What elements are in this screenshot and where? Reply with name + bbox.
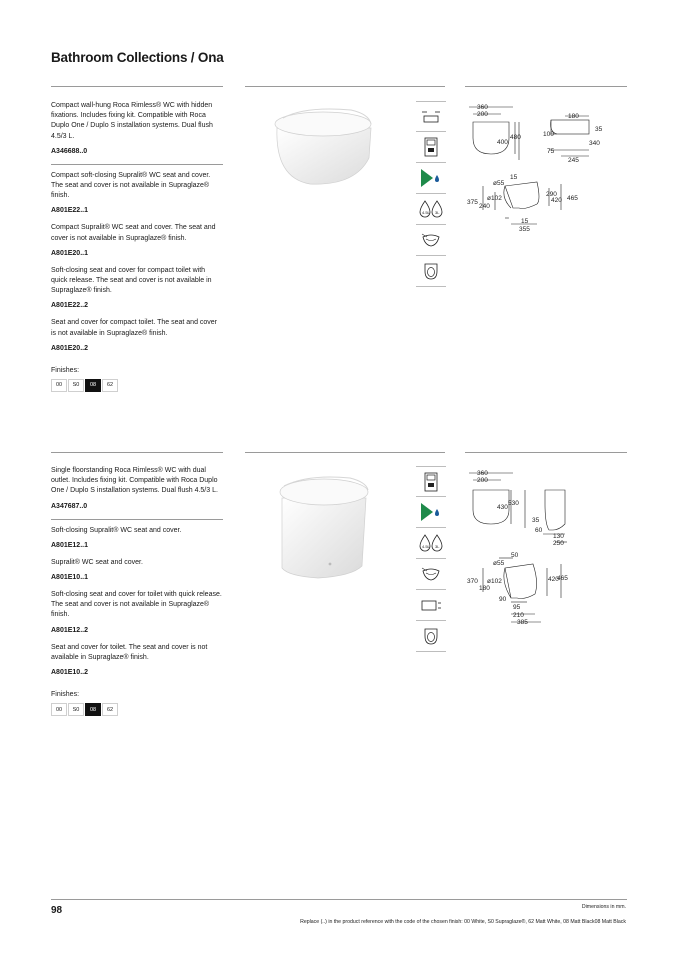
product-item [51, 223, 223, 265]
item-code: A801E12..1 [51, 541, 88, 549]
page-number: 98 [51, 905, 63, 916]
dim-label: 95 [513, 604, 521, 611]
rimless-icon [416, 559, 446, 590]
rule-top-mid [245, 86, 445, 87]
item-description: Soft-closing Supralit® WC seat and cover. [51, 526, 182, 534]
dim-label: 355 [519, 226, 530, 233]
dim-label: 130 [553, 533, 564, 540]
finish-swatch: 62 [102, 379, 118, 392]
dim-label: 200 [477, 477, 488, 484]
item-description: Compact soft-closing Supralit® WC seat and cover. The seat and cover is not available in Supraglaze® finish. [51, 171, 211, 200]
dim-label: 100 [543, 131, 554, 138]
item-code: A346688..0 [51, 147, 88, 155]
dim-label: 370 [467, 578, 478, 585]
section1-descriptions [51, 101, 223, 392]
rule-mid-right [465, 452, 627, 453]
svg-text:4.5L: 4.5L [422, 544, 430, 549]
product-item [51, 101, 223, 165]
rule-mid-left [51, 452, 223, 453]
section2-descriptions [51, 466, 223, 716]
dim-label: 15 [510, 174, 518, 181]
finish-swatches [51, 379, 223, 392]
dim-label: 420 [548, 576, 559, 583]
item-code: A801E20..2 [51, 344, 88, 352]
dim-label: 75 [547, 148, 555, 155]
svg-text:3L: 3L [435, 544, 440, 549]
section1-feature-icons [416, 101, 446, 287]
dim-label: ø55 [493, 180, 505, 187]
finish-swatch: 00 [51, 379, 67, 392]
dim-label: 240 [479, 203, 490, 210]
dual-flush-icon [416, 528, 446, 559]
dim-label: 530 [508, 500, 519, 507]
page-title: Bathroom Collections / Ona [51, 50, 224, 65]
dim-label: 245 [568, 157, 579, 164]
svg-text:4.5L: 4.5L [422, 210, 430, 215]
product-item [51, 558, 223, 590]
finish-code-note: Replace (..) in the product reference with the code of the chosen finish: 00 White, S0 Supraglaze®, 62 Matt White, 08 Matt Black08 Matt Black [300, 919, 626, 925]
dim-label: 385 [517, 619, 528, 626]
dim-label: 340 [589, 140, 600, 147]
cistern-frame-icon [416, 466, 446, 497]
section2-technical-drawings [465, 464, 630, 629]
dim-label: 290 [546, 191, 557, 198]
item-description: Seat and cover for toilet. The seat and cover is not available in Supraglaze® finish. [51, 643, 208, 661]
dual-flush-icon [416, 194, 446, 225]
dim-label: ø102 [487, 578, 502, 585]
item-description: Single floorstanding Roca Rimless® WC with dual outlet. Includes fixing kit. Compatible with Roca Duplo One / Duplo S installation systems. Dual flush 4.5/3 L. [51, 467, 218, 495]
product-item [51, 466, 223, 520]
dim-label: 200 [477, 111, 488, 118]
item-code: A801E10..2 [51, 669, 88, 677]
item-description: Compact Supralit® WC seat and cover. The seat and cover is not available in Supraglaze® finish. [51, 224, 216, 242]
dim-label: 210 [513, 612, 524, 619]
dim-label: 35 [595, 126, 603, 133]
dim-label: 250 [553, 540, 564, 547]
dim-label: 375 [467, 199, 478, 206]
dim-label: ø102 [487, 195, 502, 202]
item-description: Seat and cover for compact toilet. The seat and cover is not available in Supraglaze® finish. [51, 319, 218, 337]
water-saving-icon [416, 163, 446, 194]
dimension-labels [467, 470, 568, 626]
dim-label: 60 [535, 527, 543, 534]
dim-label: 360 [477, 470, 488, 477]
dimensions-note: Dimensions in mm. [581, 904, 626, 910]
dim-label: 430 [497, 504, 508, 511]
dim-label: 480 [510, 134, 521, 141]
wall-hung-icon [416, 101, 446, 132]
cistern-frame-icon [416, 132, 446, 163]
finish-swatch: S0 [68, 703, 84, 716]
water-saving-icon [416, 497, 446, 528]
dual-outlet-icon [416, 590, 446, 621]
finish-swatch: 00 [51, 703, 67, 716]
dim-label: 50 [511, 552, 519, 559]
dim-label: 180 [568, 113, 579, 120]
dim-label: 400 [497, 139, 508, 146]
soft-close-seat-icon [416, 621, 446, 652]
product-item [51, 318, 223, 360]
finish-swatch: 62 [102, 703, 118, 716]
soft-close-seat-icon [416, 256, 446, 287]
rule-mid-mid [245, 452, 445, 453]
item-code: A801E22..2 [51, 302, 88, 310]
dim-label: ø55 [493, 560, 505, 567]
floorstanding-wc-photo [268, 468, 378, 583]
finish-swatch: 08 [85, 703, 101, 716]
rule-top-left [51, 86, 223, 87]
finish-swatch: S0 [68, 379, 84, 392]
dim-label: 465 [557, 575, 568, 582]
item-description: Supralit® WC seat and cover. [51, 558, 143, 566]
item-description: Soft-closing seat and cover for toilet with quick release. The seat and cover is not available in Supraglaze® finish. [51, 591, 222, 619]
finishes-label: Finishes: [51, 691, 80, 699]
item-code: A801E10..1 [51, 574, 88, 582]
finish-swatch: 08 [85, 379, 101, 392]
finish-swatches [51, 703, 223, 716]
dim-label: 90 [499, 596, 507, 603]
rimless-icon [416, 225, 446, 256]
dim-label: 360 [477, 104, 488, 111]
product-item [51, 171, 223, 224]
dim-label: 465 [567, 195, 578, 202]
dim-label: 15 [521, 218, 529, 225]
dim-label: 35 [532, 517, 540, 524]
dim-label: 420 [551, 197, 562, 204]
product-item [51, 526, 223, 558]
product-item [51, 590, 223, 643]
section1-technical-drawings [465, 98, 630, 238]
item-code: A801E12..2 [51, 626, 88, 634]
item-code: A801E22..1 [51, 207, 88, 215]
finishes-label: Finishes: [51, 366, 80, 374]
item-code: A801E20..1 [51, 249, 88, 257]
dimension-labels [467, 104, 603, 233]
dim-label: 180 [479, 585, 490, 592]
item-description: Soft-closing seat and cover for compact toilet with quick release. The seat and cover is not available in Supraglaze® finish. [51, 266, 212, 295]
footer-rule [51, 899, 627, 900]
item-code: A347687..0 [51, 502, 88, 510]
section2-feature-icons [416, 466, 446, 652]
svg-text:3L: 3L [435, 210, 440, 215]
product-item [51, 266, 223, 319]
item-description: Compact wall-hung Roca Rimless® WC with hidden fixations. Includes fixing kit. Compatible with Roca Duplo One / Duplo S installation systems. Dual flush 4.5/3 L. [51, 102, 213, 140]
wall-hung-wc-photo [265, 98, 380, 193]
rule-top-right [465, 86, 627, 87]
product-item [51, 643, 223, 685]
